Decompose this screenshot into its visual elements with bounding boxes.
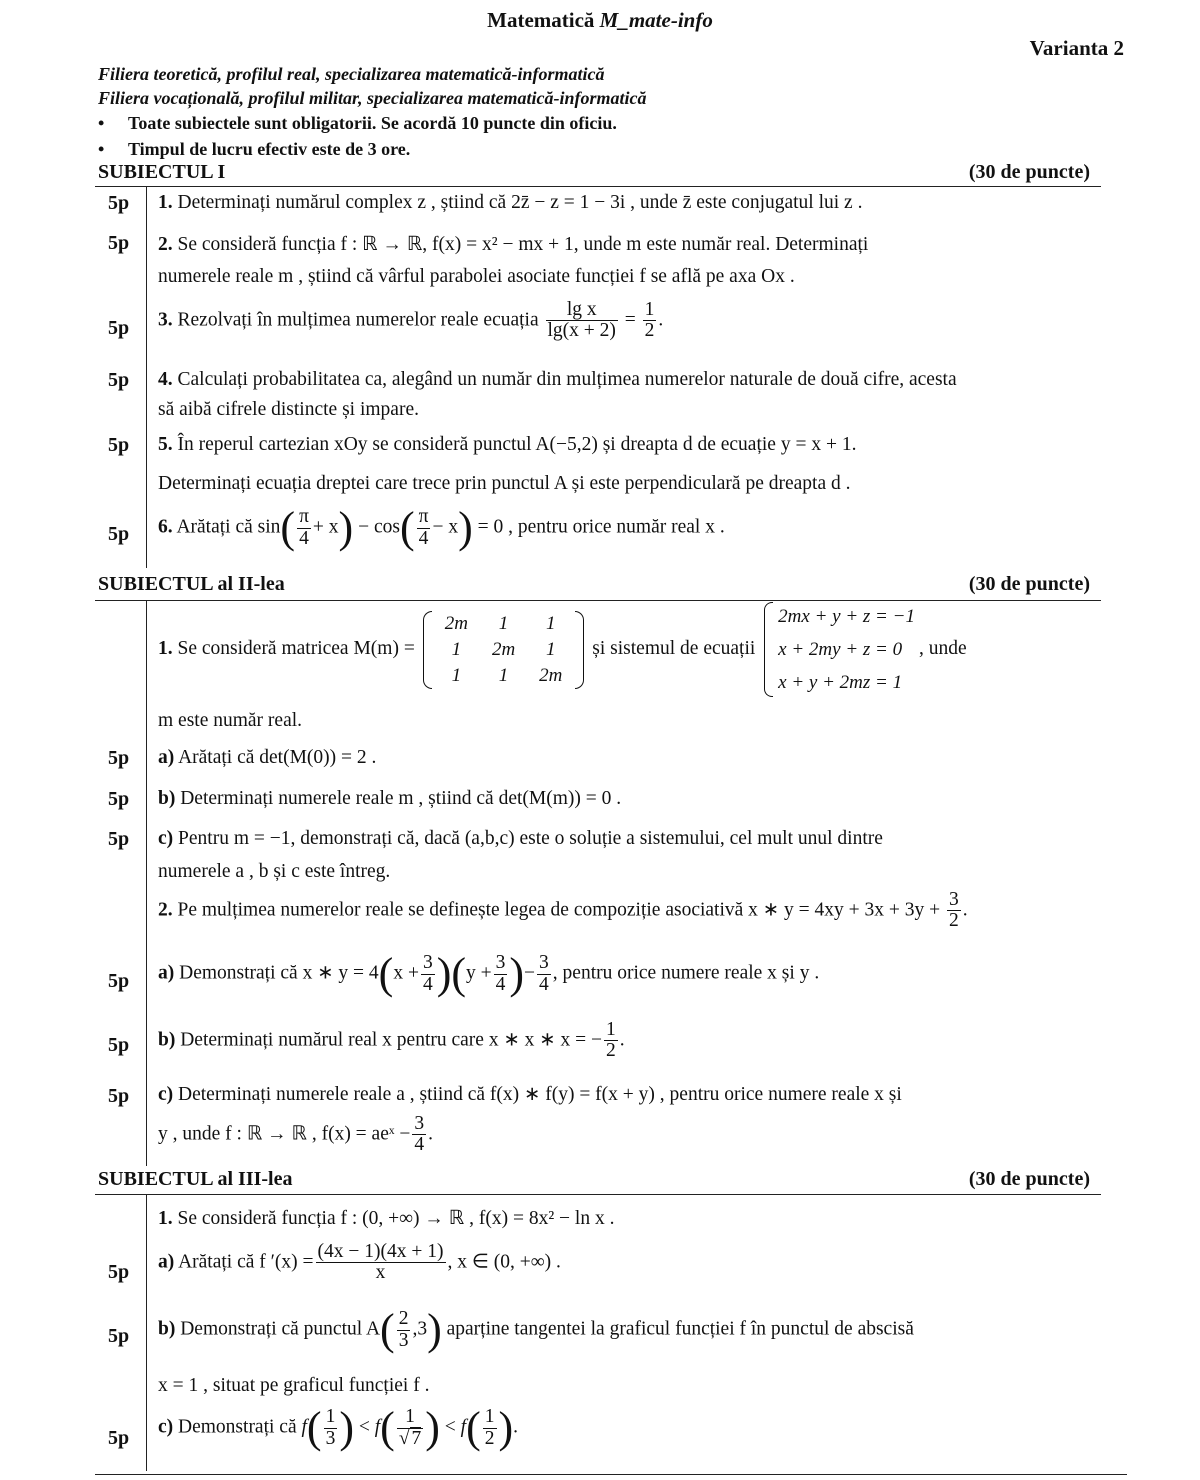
s1-question-1: 1. Determinați numărul complex z , știind că 2z̄ − z = 1 − 3i , unde z̄ este conjugatul lui z . [158, 192, 863, 213]
section-divider-1 [95, 186, 1101, 187]
points-label: 5p [108, 523, 130, 545]
s2-p2-a: a) Demonstrați că x ∗ y = 4(x + $\frac{3}{4}$ )(y + $\frac{3}{4}$ )− $\frac{3}{4}$ , pentru orice numere reale x și y . [158, 949, 820, 998]
section-title-3: SUBIECTUL al III-lea [98, 1168, 293, 1190]
points-label: 5p [108, 317, 130, 339]
points-label: 5p [108, 1034, 130, 1056]
section-3-margin-line [146, 1195, 147, 1471]
variant-label: Varianta 2 [1029, 36, 1124, 60]
s2-p2-b: b) Determinați numărul real x pentru care x ∗ x ∗ x = − $\frac{1}{2}$ . [158, 1019, 625, 1062]
points-label: 5p [108, 1325, 130, 1347]
equation-system: 2mx + y + z = −1 x + 2my + z = 0 x + y + 2mz = 1 [764, 600, 915, 699]
instruction-bullet-1: • Toate subiectele sunt obligatorii. Se acordă 10 puncte din oficiu. [98, 113, 617, 133]
s2-problem-2-intro: 2. Pe mulțimea numerelor reale se definește legea de compoziție asociativă x ∗ y = 4xy + 3x + 3y + $\frac{3}{2}$ . [158, 889, 968, 932]
filiera-line-2: Filiera vocațională, profilul militar, specializarea matematică-informatică [98, 88, 647, 108]
filiera-line-1: Filiera teoretică, profilul real, specializarea matematică-informatică [98, 64, 605, 84]
s2-p1-b: b) Determinați numerele reale m , știind că det(M(m)) = 0 . [158, 788, 622, 809]
section-points-1: (30 de puncte) [968, 161, 1090, 183]
s3-p1-b-line-2: x = 1 , situat pe graficul funcției f . [158, 1375, 430, 1396]
points-label: 5p [108, 369, 130, 391]
s1-question-2-line-2: numerele reale m , știind că vârful parabolei asociate funcției f se află pe axa Ox . [158, 266, 795, 287]
section-1-margin-line [146, 187, 147, 568]
s1-question-3: 3. Rezolvați în mulțimea numerelor reale ecuația $\frac{\text{lg x}}{\lg(x + 2)}$ = $\frac{1}{2}$ . [158, 299, 664, 342]
points-label: 5p [108, 828, 130, 850]
s1-question-5: 5. În reperul cartezian xOy se consideră punctul A(−5,2) și dreapta d de ecuație y = x + 1. [158, 434, 857, 455]
points-label: 5p [108, 1085, 130, 1107]
points-label: 5p [108, 434, 130, 456]
page-bottom-rule [95, 1474, 1127, 1475]
s2-problem-1-intro: 1. Se consideră matricea M(m) = 2m 1 1 1 2m 1 1 1 2m și sistemul de ecuații 2mx + y + z = −1 x + 2my + z = 0 x + y + 2mz = 1 , unde [158, 600, 967, 699]
instruction-bullet-2: • Timpul de lucru efectiv este de 3 ore. [98, 139, 411, 159]
s2-p1-a: a) Arătați că det(M(0)) = 2 . [158, 747, 377, 768]
s2-p1-c-line-2: numerele a , b și c este întreg. [158, 861, 391, 882]
s1-question-5-line-2: Determinați ecuația dreptei care trece prin punctul A și este perpendiculară pe dreapta d . [158, 473, 851, 494]
section-divider-3 [95, 1194, 1101, 1195]
matrix-m: 2m 1 1 1 2m 1 1 1 2m [423, 611, 585, 689]
points-label: 5p [108, 788, 130, 810]
half-fraction: $\frac{1}{2}$ [644, 299, 655, 342]
s3-p1-a: a) Arătați că f ′(x) = $\frac{(4x - 1)(4x + 1)}{x}$ , x ∈ (0, +∞) . [158, 1241, 561, 1284]
points-label: 5p [108, 192, 130, 214]
points-label: 5p [108, 747, 130, 769]
s1-question-2: 2. Se consideră funcția f : ℝ → ℝ, f(x) = x² − mx + 1, unde m este număr real. Determinați [158, 234, 869, 255]
points-label: 5p [108, 1261, 130, 1283]
s3-p1-b: b) Demonstrați că punctul A( $\frac{2}{3}$ ,3) aparține tangentei la graficul funcției f în punctul de abscisă [158, 1305, 914, 1354]
s3-problem-1-intro: 1. Se consideră funcția f : (0, +∞) → ℝ , f(x) = 8x² − ln x . [158, 1208, 615, 1229]
s3-p1-c: c) Demonstrați că f( $\frac{1}{3}$ ) < f( $\frac{1}{√ 7}$ ) < f( $\frac{1}{2}$ ). [158, 1403, 519, 1452]
s2-p1-c: c) Pentru m = −1, demonstrați că, dacă (a,b,c) este o soluție a sistemului, cel mult unul dintre [158, 828, 883, 849]
points-label: 5p [108, 1427, 130, 1449]
document-title: Matematică M_mate-info [487, 8, 713, 32]
s1-question-4: 4. Calculați probabilitatea ca, alegând un număr din mulțimea numerelor naturale de două cifre, acesta [158, 369, 957, 390]
section-2-margin-line [146, 601, 147, 1166]
s2-p2-c: c) Determinați numerele reale a , știind că f(x) ∗ f(y) = f(x + y) , pentru orice numere reale x și [158, 1084, 902, 1105]
log-fraction: $\frac{\text{lg x}}{\lg(x + 2)}$ [547, 299, 616, 342]
s2-problem-1-line-2: m este număr real. [158, 710, 303, 731]
s1-question-6: 6. Arătați că sin( $\frac{\pi}{4}$ + x) − cos( $\frac{\pi}{4}$ − x) = 0 , pentru orice număr real x . [158, 503, 725, 552]
section-title-2: SUBIECTUL al II-lea [98, 573, 285, 595]
s1-question-4-line-2: să aibă cifrele distincte și impare. [158, 399, 419, 420]
points-label: 5p [108, 232, 130, 254]
section-title-1: SUBIECTUL I [98, 161, 226, 183]
section-points-2: (30 de puncte) [968, 573, 1090, 595]
s2-p2-c-line-2: y , unde f : ℝ → ℝ , f(x) = aeˣ − $\frac{3}{4}$ . [158, 1113, 434, 1156]
section-points-3: (30 de puncte) [968, 1168, 1090, 1190]
points-label: 5p [108, 970, 130, 992]
